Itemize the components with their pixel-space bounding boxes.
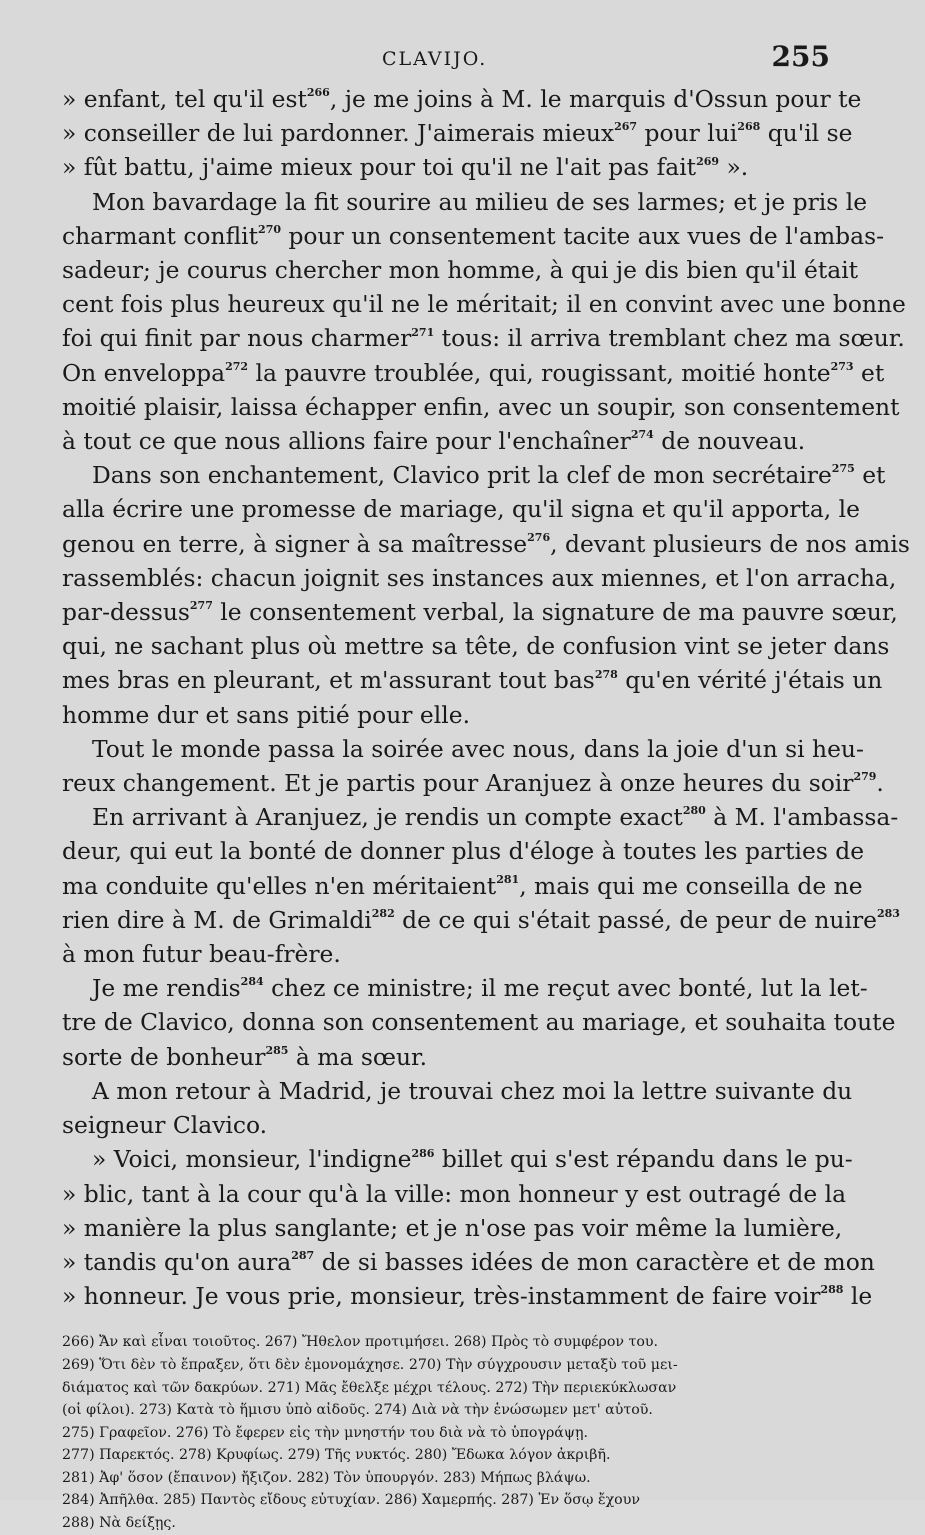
text-run: sorte de bonheur: [62, 1042, 266, 1071]
text-run: qui, ne sachant plus où mettre sa tête, de confusion vint se jeter dans: [62, 632, 890, 661]
text-run: de ce qui s'était passé, de peur de nuire: [394, 905, 877, 934]
text-line: [62, 527, 910, 561]
footnote-marker: 277: [189, 599, 213, 613]
footnote-marker: 275: [831, 462, 855, 476]
text-run: de nouveau.: [653, 427, 806, 456]
text-line: [62, 1005, 896, 1039]
text-run: Je me rendis: [92, 974, 241, 1003]
text-run: rien dire à M. de Grimaldi: [62, 905, 372, 934]
text-run: alla écrire une promesse de mariage, qu'il signa et qu'il apporta, le: [62, 495, 860, 524]
footnote-line: 288) Νὰ δείξῃς.: [62, 1515, 176, 1532]
text-line: [62, 1245, 875, 1279]
text-line: [62, 903, 900, 937]
body-text: [62, 82, 910, 1313]
text-line: [62, 492, 860, 526]
text-line: [62, 766, 884, 800]
footnote-marker: 284: [240, 975, 264, 989]
text-run: qu'en vérité j'étais un: [617, 666, 883, 695]
text-line: [62, 971, 868, 1005]
footnote-marker: 280: [682, 804, 706, 818]
text-run: billet qui s'est répandu dans le pu-: [434, 1145, 853, 1174]
text-line: [62, 629, 890, 663]
text-line: [62, 253, 859, 287]
text-line: [62, 1177, 847, 1211]
text-line: [62, 1040, 830, 1074]
text-run: Tout le monde passa la soirée avec nous, dans la joie d'un si heu-: [92, 734, 864, 763]
text-run: » manière la plus sanglante; et je n'ose pas voir même la lumière,: [62, 1213, 843, 1242]
text-run: On enveloppa: [62, 358, 226, 387]
footnote-marker: 288: [820, 1283, 844, 1297]
footnote-line: 275) Γραφεῖον. 276) Τὸ ἔφερεν εἰς τὴν μνηστήν του διὰ νὰ τὸ ὑπογράψῃ.: [62, 1424, 589, 1441]
text-run: pour lui: [637, 119, 738, 148]
text-line: [62, 800, 899, 834]
text-run: A mon retour à Madrid, je trouvai chez moi la lettre suivante du: [92, 1076, 853, 1105]
text-line: [62, 834, 865, 868]
text-run: seigneur Clavico.: [62, 1111, 268, 1140]
text-line: [62, 663, 883, 697]
footnote-marker: 282: [371, 907, 395, 921]
footnote-marker: 268: [737, 120, 761, 134]
text-run: le consentement verbal, la signature de ma pauvre sœur,: [212, 598, 898, 627]
text-line: [62, 732, 864, 766]
text-line: [62, 698, 830, 732]
text-run: » honneur. Je vous prie, monsieur, très-instamment de faire voir: [62, 1282, 821, 1311]
text-run: et: [854, 461, 886, 490]
text-line: [62, 287, 906, 321]
footnote-marker: 283: [876, 907, 900, 921]
text-line: [62, 1279, 873, 1313]
footnote-marker: 279: [853, 770, 877, 784]
text-run: et: [853, 358, 885, 387]
footnote-marker: 272: [225, 359, 249, 373]
text-run: tre de Clavico, donna son consentement au mariage, et souhaita toute: [62, 1008, 896, 1037]
footnote-marker: 278: [594, 667, 618, 681]
text-line: [62, 1211, 843, 1245]
running-head: [62, 40, 830, 82]
text-run: ».: [719, 153, 749, 182]
text-run: Dans son enchantement, Clavico prit la clef de mon secrétaire: [92, 461, 832, 490]
text-line: [62, 390, 900, 424]
text-run: à ma sœur.: [288, 1042, 428, 1071]
footnote-marker: 266: [306, 86, 330, 100]
text-run: , mais qui me conseilla de ne: [519, 871, 863, 900]
text-run: ma conduite qu'elles n'en méritaient: [62, 871, 497, 900]
text-line: [62, 321, 905, 355]
footnote-marker: 269: [696, 154, 720, 168]
text-run: , je me joins à M. le marquis d'Ossun pour te: [329, 85, 862, 113]
text-run: genou en terre, à signer à sa maîtresse: [62, 529, 528, 558]
text-line: [62, 1074, 853, 1108]
text-run: » Voici, monsieur, l'indigne: [92, 1145, 412, 1174]
footnote-marker: 281: [496, 872, 520, 886]
text-run: qu'il se: [760, 119, 853, 148]
footnote-marker: 274: [630, 428, 654, 442]
text-line: [62, 458, 886, 492]
text-run: deur, qui eut la bonté de donner plus d'éloge à toutes les parties de: [62, 837, 865, 866]
text-run: à tout ce que nous allions faire pour l'enchaîner: [62, 427, 631, 456]
footnote-line: διάματος καὶ τῶν δακρύων. 271) Μᾶς ἔθελξε μέχρι τέλους. 272) Τὴν περιεκύκλωσαν: [62, 1379, 677, 1396]
text-run: » tandis qu'on aura: [62, 1247, 292, 1276]
text-line: [62, 595, 898, 629]
footnote-line: (οἱ φίλοι). 273) Κατὰ τὸ ἥμισυ ὑπὸ αἰδοῦς. 274) Διὰ νὰ τὴν ἑνώσωμεν μετ' αὐτοῦ.: [62, 1402, 653, 1419]
text-run: la pauvre troublée, qui, rougissant, moitié honte: [248, 358, 831, 387]
footnote-marker: 276: [527, 530, 551, 544]
text-run: sadeur; je courus chercher mon homme, à qui je dis bien qu'il était: [62, 256, 859, 285]
text-run: , devant plusieurs de nos amis: [550, 529, 910, 558]
footnote-line: 281) Ἀφ' ὅσον (ἔπαινον) ἤξιζον. 282) Τὸν ὑπουργόν. 283) Μήπως βλάψω.: [62, 1469, 591, 1486]
text-run: » conseiller de lui pardonner. J'aimerais mieux: [62, 119, 615, 148]
text-line: [62, 185, 868, 219]
footnote-marker: 267: [614, 120, 638, 134]
text-run: » blic, tant à la cour qu'à la ville: mon honneur y est outragé de la: [62, 1179, 847, 1208]
footnote-marker: 287: [291, 1249, 315, 1263]
text-line: [62, 356, 885, 390]
footnote-line: 284) Ἀπῆλθα. 285) Παντὸς εἴδους εὐτυχίαν. 286) Χαμερπής. 287) Ἐν ὅσῳ ἔχουν: [62, 1492, 640, 1509]
page-number: 255: [771, 40, 830, 73]
text-line: [62, 869, 863, 903]
text-run: rassemblés: chacun joignit ses instances aux miennes, et l'on arracha,: [62, 563, 897, 592]
text-run: chez ce ministre; il me reçut avec bonté, lut la let-: [263, 974, 868, 1003]
text-run: » enfant, tel qu'il est: [62, 85, 307, 113]
text-run: par-dessus: [62, 598, 190, 627]
text-run: foi qui finit par nous charmer: [62, 324, 412, 353]
footnote-marker: 271: [411, 325, 435, 339]
text-run: .: [876, 769, 884, 798]
text-run: mes bras en pleurant, et m'assurant tout bas: [62, 666, 595, 695]
text-run: pour un consentement tacite aux vues de l'ambas-: [281, 221, 884, 250]
text-line: [62, 937, 830, 971]
footnote-line: 277) Παρεκτός. 278) Κρυφίως. 279) Τῆς νυκτός. 280) Ἔδωκα λόγον ἀκριβῆ.: [62, 1447, 611, 1464]
text-line: [62, 1108, 830, 1142]
text-run: tous: il arriva tremblant chez ma sœur.: [434, 324, 905, 353]
footnote-marker: 270: [258, 223, 282, 237]
text-line: [62, 219, 884, 253]
text-run: Mon bavardage la fit sourire au milieu de ses larmes; et je pris le: [92, 187, 868, 216]
text-run: charmant conflit: [62, 221, 259, 250]
footnote-marker: 273: [830, 359, 854, 373]
text-run: le: [843, 1282, 873, 1311]
text-line: [62, 150, 830, 184]
footnote-marker: 286: [411, 1146, 435, 1160]
text-run: » fût battu, j'aime mieux pour toi qu'il ne l'ait pas fait: [62, 153, 697, 182]
text-line: [62, 1142, 853, 1176]
text-run: à M. l'ambassa-: [705, 803, 899, 832]
text-run: de si basses idées de mon caractère et de mon: [314, 1247, 875, 1276]
text-line: [62, 561, 897, 595]
text-run: homme dur et sans pitié pour elle.: [62, 700, 470, 729]
footnote-marker: 285: [265, 1043, 289, 1057]
text-run: reux changement. Et je partis pour Aranjuez à onze heures du soir: [62, 769, 854, 798]
text-line: [62, 116, 853, 150]
text-run: à mon futur beau-frère.: [62, 940, 341, 969]
text-line: [62, 82, 862, 116]
text-run: moitié plaisir, laissa échapper enfin, avec un soupir, son consentement: [62, 392, 900, 421]
running-title: CLAVIJO.: [382, 48, 488, 70]
footnote-line: 266) Ἄν καὶ εἶναι τοιοῦτος. 267) Ἤθελον προτιμήσει. 268) Πρὸς τὸ συμφέρον του.: [62, 1334, 659, 1351]
footnote-line: 269) Ὅτι δὲν τὸ ἔπραξεν, ὅτι δὲν ἐμονομάχησε. 270) Τὴν σύγχρουσιν μεταξὺ τοῦ μει-: [62, 1356, 678, 1373]
footnotes: [62, 1331, 830, 1534]
text-run: En arrivant à Aranjuez, je rendis un compte exact: [92, 803, 683, 832]
text-run: cent fois plus heureux qu'il ne le méritait; il en convint avec une bonne: [62, 290, 906, 319]
text-line: [62, 424, 830, 458]
